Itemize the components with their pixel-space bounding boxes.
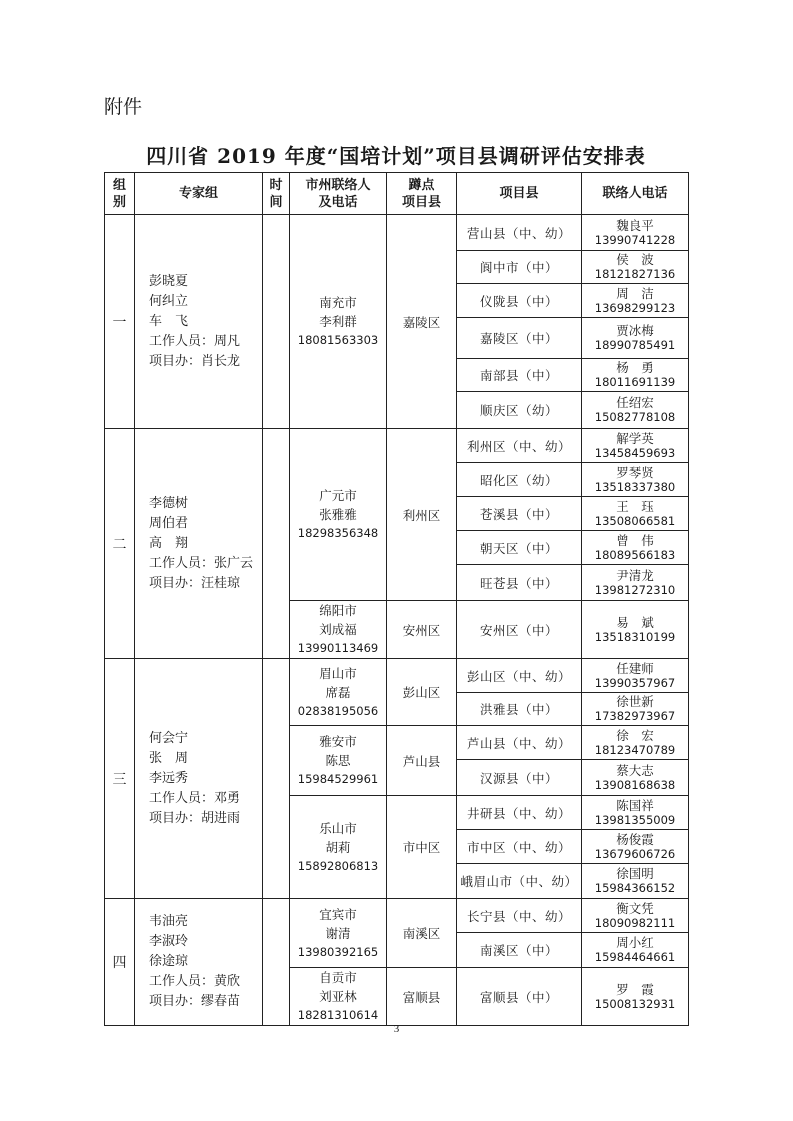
city-name: 广元市 [319, 488, 357, 503]
header-county: 项目县 [457, 173, 582, 215]
city-contact-name: 席磊 [325, 684, 351, 700]
county-contact [582, 659, 689, 693]
county-contact-phone: 18123470789 [594, 742, 676, 757]
city-contact-phone: 15984529961 [297, 772, 379, 786]
header-group-line-2: 别 [112, 194, 126, 210]
project-county: 旺苍县（中） [457, 565, 582, 601]
county-contact-name: 蔡大志 [616, 762, 654, 778]
expert-name: 韦油亮 [149, 914, 189, 929]
county-contact [582, 215, 689, 251]
expert-name: 何会宁 [149, 730, 189, 746]
city-contact-phone: 18281310614 [297, 1008, 379, 1022]
expert-list [135, 429, 263, 659]
county-contact [582, 760, 689, 796]
expert-name: 车 飞 [149, 313, 189, 329]
expert-name: 何纠立 [149, 293, 189, 309]
project-county: 井研县（中、幼） [457, 796, 582, 830]
county-contact-name: 周 洁 [616, 285, 654, 301]
city-contact [290, 429, 387, 601]
header-time-line-1: 时 [269, 177, 283, 193]
attachment-label: 附件 [104, 96, 143, 118]
expert-name: 高 翔 [149, 535, 189, 551]
city-contact-phone: 18081563303 [297, 333, 379, 347]
header-city-contact-line-1: 市州联络人 [305, 177, 371, 193]
county-contact [582, 318, 689, 359]
county-contact [582, 429, 689, 463]
city-contact-name: 刘亚林 [319, 989, 357, 1004]
project-county: 长宁县（中、幼） [457, 899, 582, 933]
county-contact-name: 徐国明 [616, 866, 654, 881]
project-county: 营山县（中、幼） [457, 215, 582, 251]
expert-name: 彭晓夏 [149, 273, 189, 289]
county-contact [582, 531, 689, 565]
city-contact-name: 陈思 [325, 753, 351, 768]
station-county: 利州区 [387, 429, 457, 601]
county-contact [582, 933, 689, 968]
county-contact-name: 贾冰梅 [616, 323, 654, 338]
header-city-contact [290, 173, 387, 215]
project-county: 富顺县（中） [457, 968, 582, 1026]
county-contact-name: 易 斌 [616, 614, 654, 630]
expert-name: 工作人员：黄欣 [149, 974, 241, 989]
header-experts: 专家组 [135, 173, 263, 215]
county-contact [582, 726, 689, 760]
expert-name: 项目办：汪桂琼 [149, 575, 241, 591]
city-contact-phone: 13980392165 [297, 944, 379, 959]
time-cell [263, 659, 290, 899]
county-contact-phone: 18121827136 [594, 267, 676, 281]
expert-name: 张 周 [149, 750, 189, 766]
header-contact-phone: 联络人电话 [582, 173, 689, 215]
city-name: 南充市 [319, 295, 357, 310]
county-contact-name: 王 珏 [616, 498, 654, 514]
document-title: 四川省 2019 年度“国培计划”项目县调研评估安排表 [146, 144, 646, 168]
county-contact-name: 杨 勇 [616, 360, 654, 375]
header-group [105, 173, 135, 215]
county-contact-phone: 18090982111 [594, 915, 676, 930]
county-contact-phone: 15008132931 [594, 996, 676, 1011]
county-contact [582, 830, 689, 864]
group-label: 二 [105, 429, 135, 659]
city-name: 自贡市 [319, 970, 357, 985]
county-contact-name: 罗 霞 [616, 981, 654, 997]
time-cell [263, 215, 290, 429]
expert-name: 徐途琼 [149, 954, 189, 969]
group-label: 三 [105, 659, 135, 899]
city-contact-phone: 02838195056 [297, 703, 379, 718]
project-county: 苍溪县（中） [457, 497, 582, 531]
header-group-line-1: 组 [112, 177, 126, 193]
county-contact-phone: 15082778108 [594, 410, 676, 424]
expert-list [135, 659, 263, 899]
page-number: 3 [393, 1023, 400, 1035]
table-row [105, 659, 689, 693]
county-contact [582, 463, 689, 497]
header-time-line-2: 间 [269, 194, 283, 210]
city-contact [290, 968, 387, 1026]
expert-name: 项目办：肖长龙 [149, 353, 241, 369]
county-contact-name: 任绍宏 [616, 395, 654, 410]
group-label: 一 [105, 215, 135, 429]
city-name: 绵阳市 [319, 603, 357, 618]
county-contact-name: 杨俊霞 [616, 831, 654, 847]
county-contact [582, 497, 689, 531]
county-contact-name: 衡文凭 [616, 900, 654, 916]
county-contact-phone: 13908168638 [594, 777, 676, 792]
county-contact [582, 796, 689, 830]
county-contact-phone: 17382973967 [594, 709, 676, 723]
city-contact [290, 659, 387, 726]
county-contact-name: 魏良平 [616, 217, 654, 233]
time-cell [263, 899, 290, 1026]
county-contact-phone: 13981355009 [594, 812, 676, 827]
header-station-line-2: 项目县 [401, 194, 441, 210]
city-contact-phone: 13990113469 [297, 641, 379, 655]
county-contact [582, 864, 689, 899]
project-county: 顺庆区（幼） [457, 392, 582, 429]
county-contact-phone: 18089566183 [594, 547, 676, 562]
county-contact [582, 968, 689, 1026]
county-contact [582, 899, 689, 933]
project-county: 利州区（中、幼） [457, 429, 582, 463]
county-contact-name: 周小红 [616, 935, 654, 950]
schedule-table [104, 172, 689, 1026]
county-contact-name: 罗琴贤 [616, 464, 654, 480]
county-contact-phone: 13981272310 [594, 582, 676, 597]
county-contact [582, 251, 689, 284]
project-county: 阆中市（中） [457, 251, 582, 284]
project-county: 汉源县（中） [457, 760, 582, 796]
county-contact [582, 601, 689, 659]
project-county: 彭山区（中、幼） [457, 659, 582, 693]
county-contact-phone: 13458459693 [594, 445, 676, 460]
expert-name: 周伯君 [149, 515, 189, 531]
station-county: 富顺县 [387, 968, 457, 1026]
group-label: 四 [105, 899, 135, 1026]
time-cell [263, 429, 290, 659]
project-county: 南溪区（中） [457, 933, 582, 968]
county-contact-phone: 13990741228 [594, 232, 676, 247]
project-county: 洪雅县（中） [457, 693, 582, 726]
county-contact-name: 徐 宏 [616, 727, 654, 743]
expert-list [135, 215, 263, 429]
county-contact-phone: 18990785491 [594, 338, 676, 352]
expert-name: 项目办：胡进雨 [149, 810, 241, 826]
expert-name: 李远秀 [149, 770, 189, 786]
city-contact-phone: 15892806813 [297, 858, 379, 873]
county-contact-name: 曾 伟 [616, 532, 654, 548]
city-contact [290, 215, 387, 429]
header-time [263, 173, 290, 215]
project-county: 仪陇县（中） [457, 284, 582, 318]
county-contact-name: 陈国祥 [616, 797, 654, 813]
county-contact-phone: 15984464661 [594, 950, 676, 964]
city-contact-name: 刘成福 [319, 622, 357, 637]
schedule-body [105, 215, 689, 1026]
station-county: 彭山区 [387, 659, 457, 726]
table-row [105, 215, 689, 251]
county-contact [582, 392, 689, 429]
county-contact [582, 284, 689, 318]
city-contact [290, 899, 387, 968]
county-contact [582, 565, 689, 601]
county-contact-name: 任建师 [616, 660, 654, 676]
city-contact-name: 张雅雅 [319, 507, 357, 522]
expert-name: 工作人员：张广云 [149, 555, 254, 571]
project-county: 嘉陵区（中） [457, 318, 582, 359]
project-county: 昭化区（幼） [457, 463, 582, 497]
expert-list [135, 899, 263, 1026]
project-county: 南部县（中） [457, 359, 582, 392]
county-contact [582, 693, 689, 726]
project-county: 朝天区（中） [457, 531, 582, 565]
table-row [105, 899, 689, 933]
county-contact-phone: 13508066581 [594, 513, 676, 528]
station-county: 芦山县 [387, 726, 457, 796]
expert-name: 李淑玲 [149, 934, 189, 949]
project-county: 安州区（中） [457, 601, 582, 659]
county-contact [582, 359, 689, 392]
city-name: 乐山市 [319, 820, 357, 836]
station-county: 市中区 [387, 796, 457, 899]
city-contact [290, 601, 387, 659]
city-name: 宜宾市 [319, 906, 357, 922]
county-contact-phone: 13679606726 [594, 846, 676, 861]
header-row [105, 173, 689, 215]
county-contact-name: 解学英 [616, 430, 654, 446]
city-contact [290, 796, 387, 899]
expert-name: 工作人员：邓勇 [149, 790, 241, 806]
county-contact-name: 尹清龙 [616, 567, 654, 583]
county-contact-phone: 13518337380 [594, 479, 676, 494]
city-contact-name: 胡莉 [325, 839, 351, 855]
expert-name: 项目办：缪春苗 [149, 994, 241, 1009]
station-county: 嘉陵区 [387, 215, 457, 429]
city-contact-name: 李利群 [319, 314, 357, 329]
station-county: 安州区 [387, 601, 457, 659]
city-contact [290, 726, 387, 796]
table-row [105, 429, 689, 463]
project-county: 峨眉山市（中、幼） [457, 864, 582, 899]
city-contact-name: 谢清 [325, 925, 351, 941]
header-station [387, 173, 457, 215]
project-county: 芦山县（中、幼） [457, 726, 582, 760]
county-contact-phone: 13518310199 [594, 629, 676, 644]
project-county: 市中区（中、幼） [457, 830, 582, 864]
header-station-line-1: 蹲点 [408, 177, 435, 193]
county-contact-phone: 13698299123 [594, 300, 676, 315]
city-name: 眉山市 [319, 665, 357, 681]
city-contact-phone: 18298356348 [297, 526, 379, 540]
expert-name: 李德树 [149, 495, 189, 511]
county-contact-phone: 15984366152 [594, 881, 676, 895]
county-contact-phone: 13990357967 [594, 675, 676, 690]
county-contact-name: 侯 波 [616, 252, 654, 267]
county-contact-name: 徐世新 [616, 694, 654, 709]
city-name: 雅安市 [319, 734, 357, 749]
header-city-contact-line-2: 及电话 [318, 194, 358, 210]
station-county: 南溪区 [387, 899, 457, 968]
county-contact-phone: 18011691139 [594, 375, 676, 389]
expert-name: 工作人员：周凡 [149, 333, 241, 349]
